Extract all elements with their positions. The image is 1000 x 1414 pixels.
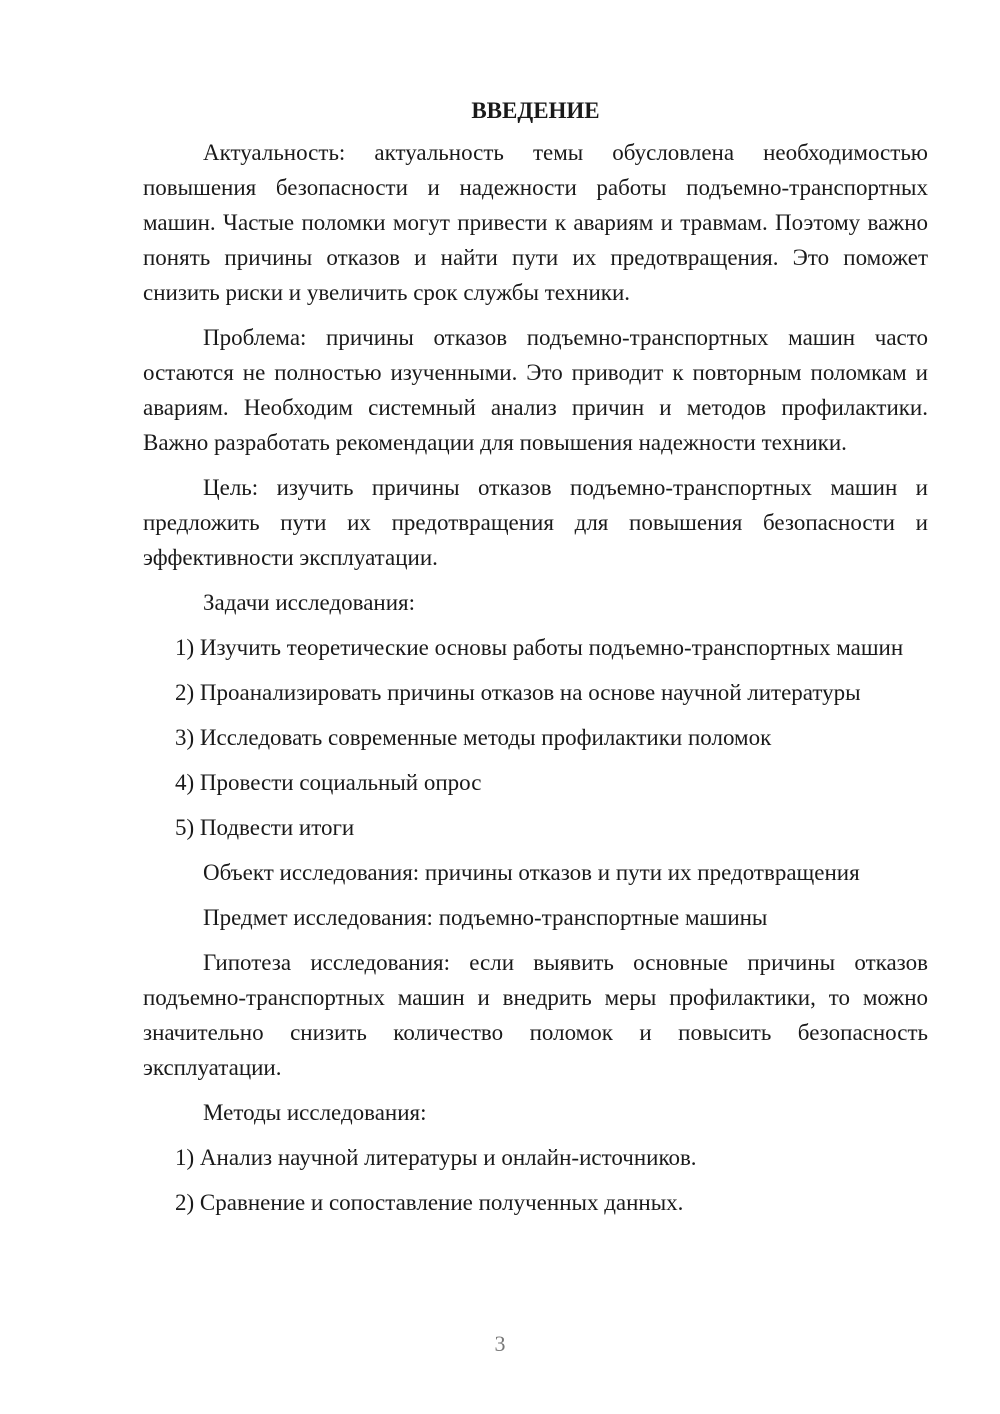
actuality-paragraph: Актуальность: актуальность темы обусловлена необходимостью повышения безопасности и надежности работы подъемно-транспортных машин. Частые поломки могут привести к авариям и травмам. Поэтому важно понять причины отказов и найти пути их предотвращения. Это поможет снизить риски и увеличить срок службы техники.	[143, 140, 928, 305]
method-item-1: 1) Анализ научной литературы и онлайн-источников.	[175, 1145, 697, 1170]
goal-paragraph: Цель: изучить причины отказов подъемно-транспортных машин и предложить пути их предотвращения для повышения безопасности и эффективности эксплуатации.	[143, 475, 928, 570]
task-item-4: 4) Провести социальный опрос	[175, 770, 482, 795]
subject-paragraph: Предмет исследования: подъемно-транспортные машины	[203, 905, 768, 930]
page-title: ВВЕДЕНИЕ	[471, 98, 600, 123]
task-item-1: 1) Изучить теоретические основы работы подъемно-транспортных машин	[175, 635, 904, 660]
task-item-3: 3) Исследовать современные методы профилактики поломок	[175, 725, 772, 750]
task-item-5: 5) Подвести итоги	[175, 815, 355, 840]
hypothesis-paragraph: Гипотеза исследования: если выявить основные причины отказов подъемно-транспортных машин и внедрить меры профилактики, то можно значительно снизить количество поломок и повысить безопасность эксплуатации.	[143, 950, 928, 1080]
object-paragraph: Объект исследования: причины отказов и пути их предотвращения	[203, 860, 860, 885]
tasks-label: Задачи исследования:	[203, 590, 416, 615]
methods-label: Методы исследования:	[203, 1100, 427, 1125]
method-item-2: 2) Сравнение и сопоставление полученных данных.	[175, 1190, 684, 1215]
page-content	[143, 93, 928, 1230]
task-item-2: 2) Проанализировать причины отказов на основе научной литературы	[175, 680, 861, 705]
page-number: 3	[494, 1331, 506, 1356]
problem-paragraph: Проблема: причины отказов подъемно-транспортных машин часто остаются не полностью изученными. Это приводит к повторным поломкам и авариям. Необходим системный анализ причин и методов профилактики. Важно разработать рекомендации для повышения надежности техники.	[143, 325, 928, 455]
